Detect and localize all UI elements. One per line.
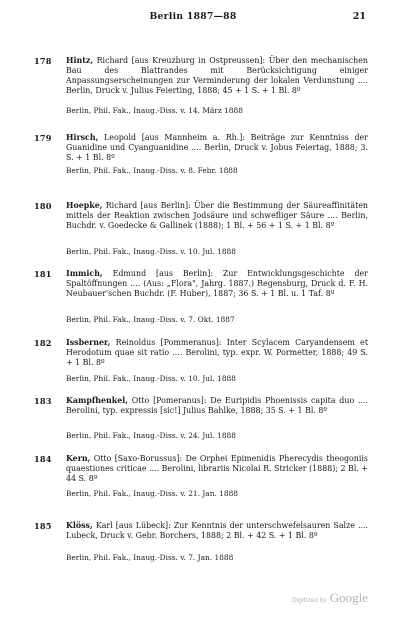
entry-author: Immich, [66, 269, 103, 278]
entry-number: 183 [34, 396, 52, 406]
entry-author: Hintz, [66, 56, 94, 65]
entry-text: Edmund [aus Berlin]: Zur Entwicklungsgeschichte der Spaltöffnungen .... (Aus: „Flora", Jahrg. 1887.) Regensburg, Druck d. F. H. Neubauer'schen Buchdr. (F. Huber), 1887; 36 S. + 1 Bl. u. 1 Taf. 8º [66, 269, 368, 298]
google-watermark [292, 590, 368, 606]
entry-author: Klöss, [66, 521, 93, 530]
entry-text: Richard [aus Kreuzburg in Ostpreussen]: Über den mechanischen Bau des Blattrandes mit Berücksichtigung einiger Anpassungserscheinungen zur Verminderung der lokalen Verdunstung .... Berlin, Druck v. Julius Feierting, 1888; 45 + 1 S. + 1 Bl. 8º [66, 56, 368, 95]
entry-number: 181 [34, 269, 52, 279]
google-logo: Google [329, 590, 368, 605]
entry-text: Karl [aus Lübeck]: Zur Kenntnis der unterschwefelsauren Salze .... Lubeck, Druck v. Gebr. Borchers, 1888; 2 Bl. + 42 S. + 1 Bl. 8º [66, 521, 368, 540]
entry-author: Kampfhenkel, [66, 396, 128, 405]
entry-number: 179 [34, 133, 52, 143]
entry-text: Richard [aus Berlin]: Über die Bestimmung der Säureaffinitäten mittels der Reaktion zwischen Jodsäure und schwefliger Säure .... Berlin, Buchdr. v. Goedecke & Gallinek (1888); 1 Bl. + 56 + 1 S. + 1 Bl. 8º [66, 201, 368, 230]
entry-body [66, 133, 368, 163]
entry-body [66, 396, 368, 416]
running-title: Berlin 1887—88 [149, 11, 237, 22]
entry-author: Issberner, [66, 338, 111, 347]
entry-number: 178 [34, 56, 52, 66]
entry-body [66, 454, 368, 484]
entry-author: Kern, [66, 454, 91, 463]
entry-publication: Berlin, Phil. Fak., Inaug.-Diss. v. 7. Jan. 1888 [66, 553, 234, 562]
entry-publication: Berlin, Phil. Fak., Inaug.-Diss. v. 7. Okt. 1887 [66, 315, 235, 324]
entry-publication: Berlin, Phil. Fak., Inaug.-Diss. v. 10. Jul. 1888 [66, 374, 236, 383]
entry-text: Otto [Saxo-Borussus]: De Orphei Epimenidis Pherecydis theogoniis quaestiones criticae .... Berolini, librariis Nicolai R. Stricker (1888); 2 Bl. + 44 S. 8º [66, 454, 368, 483]
entry-publication: Berlin, Phil. Fak., Inaug.-Diss. v. 8. Febr. 1888 [66, 166, 238, 175]
entry-number: 182 [34, 338, 52, 348]
entry-author: Hoepke, [66, 201, 103, 210]
page-header [20, 11, 366, 25]
entry-body [66, 338, 368, 368]
entry-publication: Berlin, Phil. Fak., Inaug.-Diss. v. 10. Jul. 1888 [66, 247, 236, 256]
digitized-by-label: Digitized by [292, 598, 327, 604]
entry-text: Reinoldus [Pommeranus]: Inter Scylacem Caryandensem et Herodotum quae sit ratio .... Berolini, typ. expr. W. Pormetter, 1888; 49 S. + 1 Bl. 8º [66, 338, 368, 367]
entry-body [66, 201, 368, 231]
entry-text: Otto [Pomeranus]: De Euripidis Phoenissis capita duo .... Berolini, typ. expressis [sic!] Julius Bahlke, 1888; 35 S. + 1 Bl. 8º [66, 396, 368, 415]
entry-publication: Berlin, Phil. Fak., Inaug.-Diss. v. 24. Jul. 1888 [66, 431, 236, 440]
entry-number: 185 [34, 521, 52, 531]
entry-text: Leopold [aus Mannheim a. Rh.]: Beiträge zur Kenntniss der Guanidine und Cyanguanidine .... Berlin, Druck v. Jobus Feiertag, 1888; 3. S. + 1 Bl. 8º [66, 133, 368, 162]
page-number: 21 [352, 11, 366, 22]
entry-author: Hirsch, [66, 133, 99, 142]
entry-body [66, 269, 368, 299]
entry-publication: Berlin, Phil. Fak., Inaug.-Diss. v. 14. März 1888 [66, 106, 243, 115]
entry-body [66, 521, 368, 541]
entry-number: 184 [34, 454, 52, 464]
entry-publication: Berlin, Phil. Fak., Inaug.-Diss. v. 21. Jan. 1888 [66, 489, 238, 498]
entry-number: 180 [34, 201, 52, 211]
entry-body [66, 56, 368, 96]
